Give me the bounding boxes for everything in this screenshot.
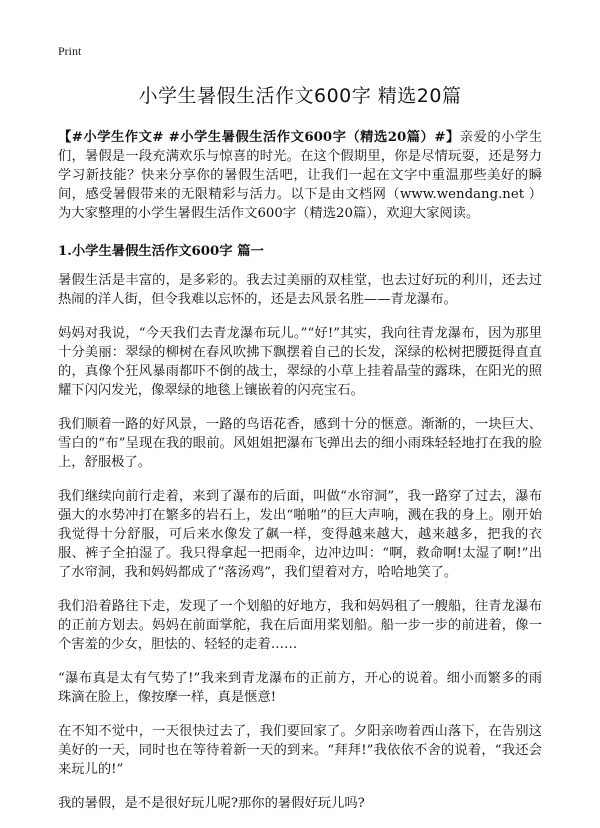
body-paragraph-5: 我们沿着路往下走，发现了一个划船的好地方，我和妈妈租了一艘船，往青龙瀑布的正前方划去。妈妈在前面掌舵，我在后面用桨划船。船一步一步的前进着，像一个害羞的少女，胆怯的、轻轻的走着…… — [58, 599, 542, 652]
intro-text: 亲爱的小学生们，暑假是一段充满欢乐与惊喜的时光。在这个假期里，你是尽情玩耍，还是努力学习新技能？快来分享你的暑假生活吧，让我们一起在文字中重温那些美好的瞬间，感受暑假带来的无限精彩与活力。以下是由文档网（www.wendang.net ）为大家整理的小学生暑假生活作文600字（精选20篇），欢迎大家阅读。 — [58, 130, 542, 221]
body-paragraph-6: “瀑布真是太有气势了!”我来到青龙瀑布的正前方，开心的说着。细小而繁多的雨珠滴在脸上，像按摩一样，真是惬意! — [58, 671, 542, 705]
page-title: 小学生暑假生活作文600字 精选20篇 — [138, 85, 462, 107]
body-paragraph-3: 我们顺着一路的好风景，一路的鸟语花香，感到十分的惬意。渐渐的，一块巨大、雪白的“布”呈现在我的眼前。风姐姐把瀑布飞弹出去的细小雨珠轻轻地打在我的脸上，舒服极了。 — [58, 417, 542, 470]
body-paragraph-1: 暑假生活是丰富的，是多彩的。我去过美丽的双桂堂，也去过好玩的利川，还去过热闹的洋人街，但令我难以忘怀的，还是去风景名胜——青龙瀑布。 — [58, 273, 542, 307]
section-heading: 1.小学生暑假生活作文600字 篇一 — [58, 244, 264, 259]
body-paragraph-7: 在不知不觉中，一天很快过去了，我们要回家了。夕阳亲吻着西山落下，在告别这美好的一天，同时也在等待着新一天的到来。“拜拜!”我依依不舍的说着，“我还会来玩儿的!” — [58, 724, 542, 777]
body-paragraph-2: 妈妈对我说，“今天我们去青龙瀑布玩儿。”“好!”其实，我向往青龙瀑布，因为那里十分美丽：翠绿的柳树在春风吹拂下飘摆着自己的长发，深绿的松树把腰挺得直直的，真像个狂风暴雨都吓不倒的战士，翠绿的小草上挂着晶莹的露珠，在阳光的照耀下闪闪发光，像翠绿的地毯上镶嵌着的闪亮宝石。 — [58, 326, 542, 398]
intro-paragraph — [58, 128, 542, 223]
body-paragraph-4: 我们继续向前行走着，来到了瀑布的后面，叫做“水帘洞”，我一路穿了过去，瀑布强大的水势冲打在繁多的岩石上，发出“啪啪”的巨大声响，溅在我的身上。刚开始我觉得十分舒服，可后来水像发了飙一样，变得越来越大，越来越多，把我的衣服、裤子全拍湿了。我只得拿起一把雨伞，边冲边叫：“啊，救命啊!太湿了啊!”出了水帘洞，我和妈妈都成了“落汤鸡”，我们望着对方，哈哈地笑了。 — [58, 489, 542, 580]
intro-tagline: 【#小学生作文# #小学生暑假生活作文600字（精选20篇）#】 — [58, 130, 460, 145]
body-paragraph-8: 我的暑假，是不是很好玩儿呢?那你的暑假好玩儿吗? — [58, 796, 365, 811]
print-label: Print — [58, 44, 82, 58]
